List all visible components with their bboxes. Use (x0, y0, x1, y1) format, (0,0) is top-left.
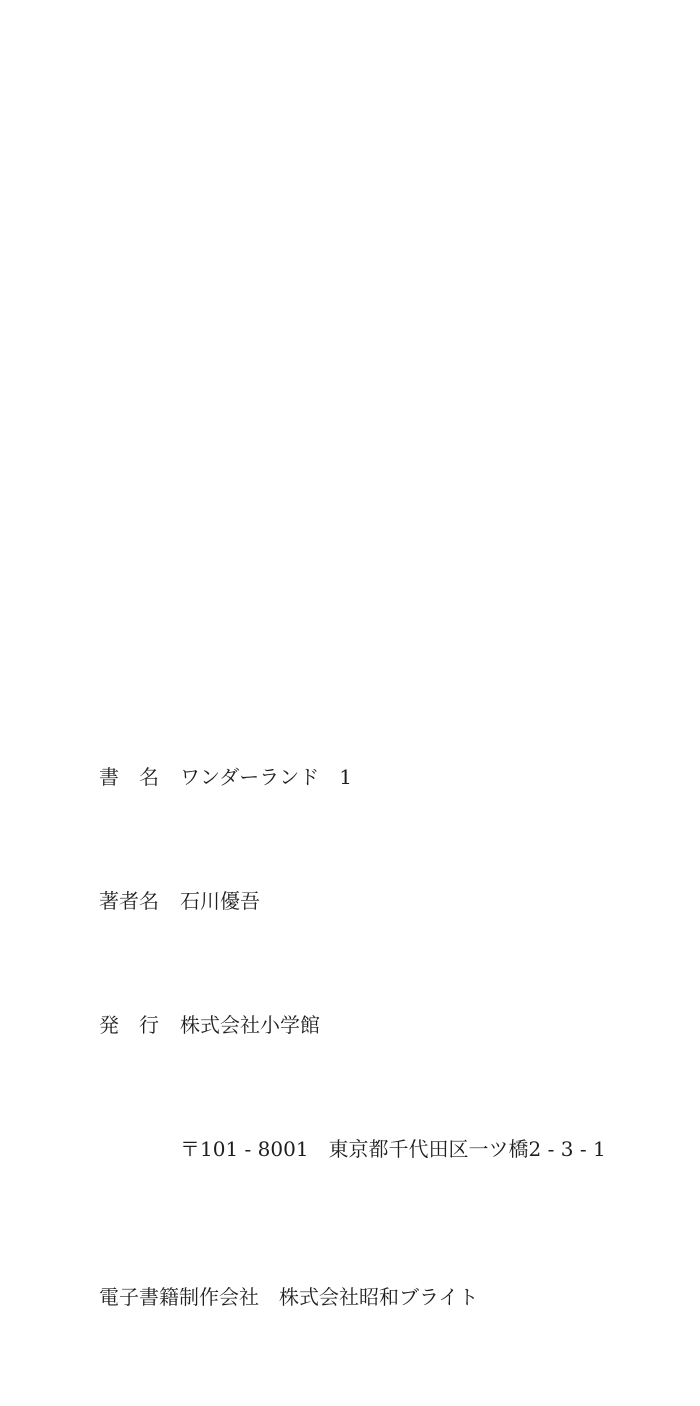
colophon-row-author (99, 886, 606, 917)
publisher-address-label (99, 1134, 180, 1165)
book-title-label: 書 名 (99, 765, 159, 789)
author-label: 著者名 (99, 889, 159, 913)
colophon-block (99, 669, 606, 1406)
colophon-row-book-title (99, 762, 606, 793)
ebook-production-company-line: 電子書籍制作会社 株式会社昭和ブライト (99, 1285, 479, 1309)
colophon-row-publisher (99, 1010, 606, 1041)
publisher-label: 発 行 (99, 1013, 159, 1037)
colophon-row-publisher-address (99, 1134, 606, 1165)
author-value: 石川優吾 (180, 889, 260, 913)
book-title-value: ワンダーランド 1 (180, 765, 352, 789)
publisher-address-value: 〒101 - 8001 東京都千代田区一ツ橋2 - 3 - 1 (180, 1137, 606, 1161)
publisher-value: 株式会社小学館 (180, 1013, 320, 1037)
